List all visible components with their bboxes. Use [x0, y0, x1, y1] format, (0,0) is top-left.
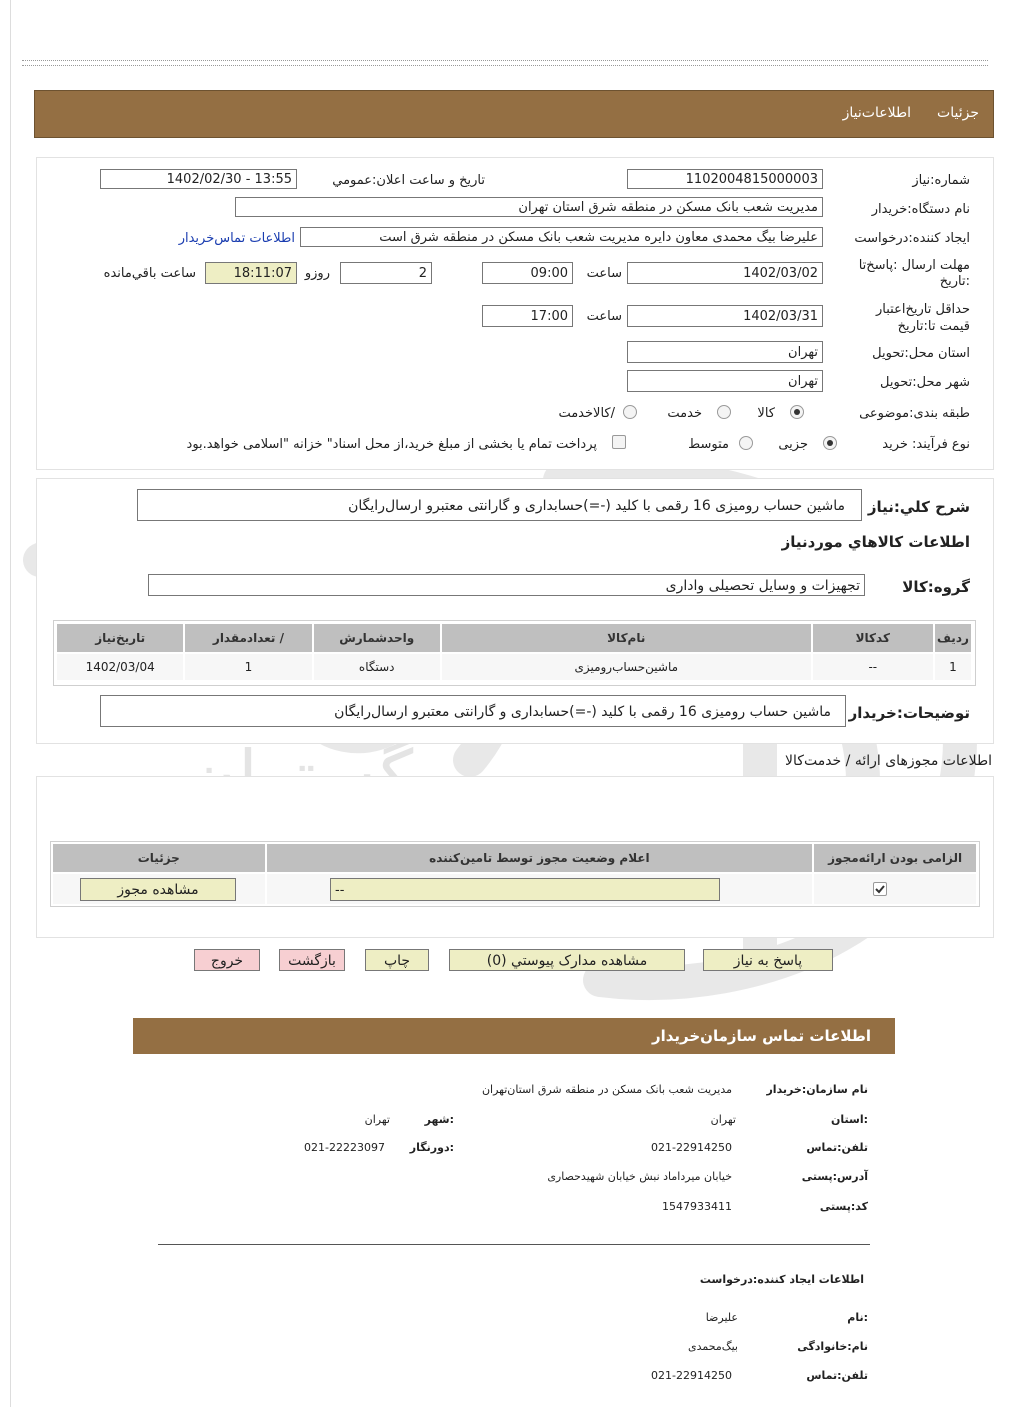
view-permit-button[interactable]: مشاهده مجوز: [80, 878, 236, 901]
col-permit-status: اعلام وضعیت مجوز توسط تامین‌کننده: [267, 844, 813, 872]
deadline-date-field: 1402/03/02: [627, 262, 823, 284]
print-button[interactable]: چاپ: [365, 949, 429, 971]
col-unit: واحدشمارش: [314, 624, 440, 652]
treasury-payment-label: پرداخت تمام یا بخشی از مبلغ خرید،از محل اسناد" خزانه "اسلامی خواهد.بود: [186, 437, 597, 452]
creator-info-title: اطلاعات ایجاد کننده:درخواست: [699, 1273, 864, 1286]
exit-button[interactable]: خروج: [194, 949, 260, 971]
permit-required-checkbox: [873, 882, 887, 896]
province-label: استان محل:تحویل: [872, 346, 970, 361]
cell-qty: 1: [185, 654, 311, 680]
contact-city-label: :شهر: [424, 1113, 454, 1126]
process-minor-label: جزیی: [778, 437, 808, 452]
cell-row: 1: [935, 654, 971, 680]
province-field: تهران: [627, 341, 823, 363]
creator-phone-value: 021-22914250: [651, 1369, 732, 1382]
contact-title: اطلاعات تماس سازمان‌خریدار: [651, 1027, 871, 1045]
creator-family-label: نام:خانوادگی: [797, 1340, 868, 1353]
contact-city-value: تهران: [364, 1113, 390, 1126]
left-border-line: [10, 0, 11, 1407]
days-remaining-field: 2: [340, 262, 432, 284]
permits-table-header: [53, 844, 976, 872]
contact-divider: [158, 1244, 870, 1245]
deadline-time-field: 09:00: [482, 262, 573, 284]
goods-info-title: اطلاعات کالاهاي موردنیاز: [781, 533, 970, 551]
category-both-radio[interactable]: [623, 405, 637, 419]
cell-date: 1402/03/04: [57, 654, 183, 680]
contact-province-label: :استان: [831, 1113, 868, 1126]
phone-value: 021-22914250: [651, 1141, 732, 1154]
buyer-name-field: مدیریت شعب بانک مسکن در منطقه شرق استان تهران: [235, 197, 823, 217]
process-medium-radio[interactable]: [739, 436, 753, 450]
category-both-label: /کالاخدمت: [558, 406, 615, 421]
cell-code: --: [813, 654, 933, 680]
validity-date-field: 1402/03/31: [627, 305, 823, 327]
col-date: تاریخ‌نیاز: [57, 624, 183, 652]
goods-table: [55, 622, 973, 682]
deadline-label: مهلت ارسال :پاسخ‌تا: [858, 258, 970, 273]
check-icon: [874, 883, 886, 895]
phone-label: تلفن:تماس: [806, 1141, 868, 1154]
category-service-radio[interactable]: [717, 405, 731, 419]
back-button[interactable]: بازگشت: [279, 949, 345, 971]
permits-title: اطلاعات مجوزهای ارائه / خدمت‌کالا: [785, 753, 992, 769]
category-label: طبقه بندی:موضوعی: [859, 406, 970, 421]
postal-code-value: 1547933411: [662, 1200, 732, 1213]
need-number-label: شماره:نیاز: [912, 173, 970, 188]
postal-code-label: کد:پستی: [819, 1200, 868, 1213]
creator-family-value: بیگ‌محمدی: [688, 1340, 738, 1353]
creator-field: علیرضا بیگ محمدی معاون دایره مدیریت شعب بانک مسکن در منطقه شرق است: [300, 227, 823, 247]
validity-time-field: 17:00: [482, 305, 573, 327]
treasury-payment-checkbox[interactable]: [612, 435, 626, 449]
col-code: کدکالا: [813, 624, 933, 652]
col-row: ردیف: [935, 624, 971, 652]
days-label: روزو: [304, 266, 330, 281]
need-number-field: 1102004815000003: [627, 169, 823, 189]
goods-table-header: [57, 624, 971, 652]
buyer-label: نام دستگاه:خریدار: [871, 202, 970, 217]
buyer-notes-field: ماشین حساب رومیزی 16 رقمی با کلید (-=)حسابداری و گارانتی معتبرو ارسال‌رایگان: [100, 695, 846, 727]
fax-label: :دورنگار: [409, 1141, 454, 1154]
remaining-time-field: 18:11:07: [205, 262, 297, 284]
permit-status-field[interactable]: --: [330, 878, 720, 901]
org-value: مدیریت شعب بانک مسکن در منطقه شرق استان‌تهران: [481, 1083, 732, 1096]
announce-datetime-field: 1402/02/30 - 13:55: [100, 169, 297, 189]
remaining-label: ساعت باقي‌مانده: [103, 266, 196, 281]
announce-label: تاریخ و ساعت اعلان:عمومي: [332, 173, 485, 188]
validity-label-2: قیمت تا:تاریخ: [897, 319, 970, 334]
fax-value: 021-22223097: [304, 1141, 385, 1154]
table-row: [57, 654, 971, 680]
validity-time-label: ساعت: [586, 309, 622, 324]
top-dotted-divider: [22, 60, 988, 66]
cell-permit-required: [814, 874, 976, 904]
buyer-notes-label: توضیحات:خریدار: [848, 704, 970, 722]
view-attachments-button[interactable]: مشاهده مدارک پیوستي (0): [449, 949, 685, 971]
col-qty: / تعدادمقدار: [185, 624, 311, 652]
city-field: تهران: [627, 370, 823, 392]
deadline-time-label: ساعت: [586, 266, 622, 281]
tab-details[interactable]: جزئیات: [937, 105, 979, 121]
contact-province-value: تهران: [710, 1113, 736, 1126]
process-type-label: نوع فرآیند: خرید: [882, 437, 970, 452]
category-service-label: خدمت: [667, 406, 702, 421]
cell-name: ماشین‌حساب‌رومیزی: [442, 654, 811, 680]
col-permit-details: جزئیات: [53, 844, 265, 872]
validity-label: حداقل تاریخ‌اعتبار: [876, 302, 970, 317]
tab-need-info[interactable]: اطلاعات‌نیاز: [842, 105, 911, 121]
creator-label: ایجاد کننده:درخواست: [854, 231, 970, 246]
goods-group-label: گروه:کالا: [902, 578, 970, 596]
summary-label: شرح کلي:نیاز: [867, 498, 970, 516]
creator-name-value: علیرضا: [705, 1311, 738, 1324]
col-permit-required: الزامی بودن ارائه‌مجوز: [814, 844, 976, 872]
goods-group-field: تجهیزات و وسایل تحصیلی واداری: [148, 574, 865, 596]
org-label: نام سازمان:خریدار: [766, 1083, 868, 1096]
address-label: آدرس:پستی: [801, 1170, 868, 1183]
summary-field: ماشین حساب رومیزی 16 رقمی با کلید (-=)حسابداری و گارانتی معتبرو ارسال‌رایگان: [137, 489, 862, 521]
address-value: خیابان میرداماد نبش خیابان شهیدحصاری: [547, 1170, 732, 1183]
process-minor-radio[interactable]: [823, 436, 837, 450]
category-goods-label: کالا: [757, 406, 775, 421]
buyer-contact-link[interactable]: اطلاعات تماس‌خریدار: [178, 231, 295, 246]
cell-unit: دستگاه: [314, 654, 440, 680]
process-medium-label: متوسط: [688, 437, 729, 452]
creator-phone-label: تلفن:تماس: [806, 1369, 868, 1382]
creator-name-label: :نام: [847, 1311, 868, 1324]
contact-header-bar: [133, 1018, 895, 1054]
page-header-bar: [34, 90, 994, 138]
reply-button[interactable]: پاسخ به نیاز: [703, 949, 833, 971]
col-name: نام‌کالا: [442, 624, 811, 652]
deadline-label-2: :تاریخ: [939, 274, 970, 289]
city-label: شهر محل:تحویل: [880, 375, 970, 390]
category-goods-radio[interactable]: [790, 405, 804, 419]
